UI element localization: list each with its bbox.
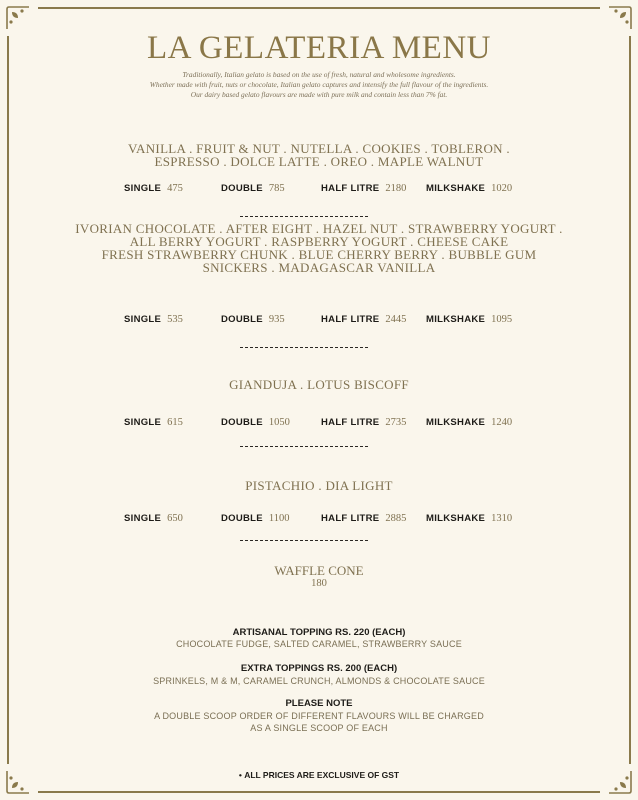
extra-toppings-items: SPRINKELS, M & M, CARAMEL CRUNCH, ALMONDS & CHOCOLATE SAUCE — [153, 676, 485, 686]
flavour-list — [0, 142, 638, 168]
price-double: DOUBLE 935 — [221, 314, 285, 325]
price-single: SINGLE 475 — [124, 183, 183, 194]
border-bottom — [38, 791, 600, 793]
please-note-heading: PLEASE NOTE — [285, 698, 353, 709]
waffle-cone — [0, 564, 638, 590]
flavour-line: ESPRESSO . DOLCE LATTE . OREO . MAPLE WALNUT — [154, 154, 484, 169]
price-single: SINGLE 650 — [124, 513, 183, 524]
price-milkshake: MILKSHAKE 1310 — [426, 513, 513, 524]
price-half-litre: HALF LITRE 2735 — [321, 417, 407, 428]
flavour-line: GIANDUJA . LOTUS BISCOFF — [229, 377, 409, 392]
extra-toppings-heading: EXTRA TOPPINGS RS. 200 (EACH) — [240, 663, 398, 674]
section-divider — [240, 347, 368, 348]
menu-intro — [0, 70, 638, 100]
border-top — [38, 7, 600, 9]
artisanal-topping-heading: ARTISANAL TOPPING RS. 220 (EACH) — [232, 627, 406, 638]
note-line: AS A SINGLE SCOOP OF EACH — [250, 723, 388, 733]
flavour-line: SNICKERS . MADAGASCAR VANILLA — [202, 260, 436, 275]
section-divider — [240, 446, 368, 447]
price-row — [0, 178, 638, 192]
flavour-line: IVORIAN CHOCOLATE . AFTER EIGHT . HAZEL NUT . STRAWBERRY YOGURT . — [75, 221, 563, 236]
price-milkshake: MILKSHAKE 1240 — [426, 417, 513, 428]
intro-line: Whether made with fruit, nuts or chocolate, Italian gelato captures and intensify the full flavour of the ingredients. — [149, 80, 489, 89]
waffle-name: WAFFLE CONE — [274, 563, 364, 578]
flavour-list — [0, 479, 638, 492]
price-milkshake: MILKSHAKE 1020 — [426, 183, 513, 194]
please-note-text — [0, 710, 638, 734]
price-double: DOUBLE 1100 — [221, 513, 290, 524]
menu-title: LA GELATERIA MENU — [147, 30, 491, 66]
flavour-line: FRESH STRAWBERRY CHUNK . BLUE CHERRY BERRY . BUBBLE GUM — [101, 247, 537, 262]
price-double: DOUBLE 1050 — [221, 417, 290, 428]
gst-text: ALL PRICES ARE EXCLUSIVE OF GST — [244, 770, 400, 780]
price-row — [0, 309, 638, 323]
price-single: SINGLE 615 — [124, 417, 183, 428]
gst-footer — [0, 770, 638, 780]
price-half-litre: HALF LITRE 2885 — [321, 513, 407, 524]
waffle-price: 180 — [311, 578, 327, 589]
corner-ornament-icon — [606, 4, 634, 32]
price-row — [0, 508, 638, 522]
corner-ornament-icon — [4, 4, 32, 32]
price-milkshake: MILKSHAKE 1095 — [426, 314, 513, 325]
section-divider — [240, 216, 368, 217]
bullet-icon: • — [238, 770, 245, 780]
note-line: A DOUBLE SCOOP ORDER OF DIFFERENT FLAVOURS WILL BE CHARGED — [154, 711, 484, 721]
flavour-line: VANILLA . FRUIT & NUT . NUTELLA . COOKIES . TOBLERON . — [128, 141, 510, 156]
flavour-list — [0, 222, 638, 274]
flavour-list — [0, 378, 638, 391]
artisanal-topping-items: CHOCOLATE FUDGE, SALTED CARAMEL, STRAWBERRY SAUCE — [176, 639, 462, 649]
section-divider — [240, 540, 368, 541]
price-row — [0, 412, 638, 426]
price-double: DOUBLE 785 — [221, 183, 285, 194]
price-half-litre: HALF LITRE 2445 — [321, 314, 407, 325]
price-single: SINGLE 535 — [124, 314, 183, 325]
intro-line: Traditionally, Italian gelato is based on the use of fresh, natural and wholesome ingredients. — [182, 70, 456, 79]
flavour-line: ALL BERRY YOGURT . RASPBERRY YOGURT . CHEESE CAKE — [129, 234, 509, 249]
price-half-litre: HALF LITRE 2180 — [321, 183, 407, 194]
intro-line: Our dairy based gelato flavours are made with pure milk and contain less than 7% fat. — [190, 90, 448, 99]
flavour-line: PISTACHIO . DIA LIGHT — [245, 478, 393, 493]
